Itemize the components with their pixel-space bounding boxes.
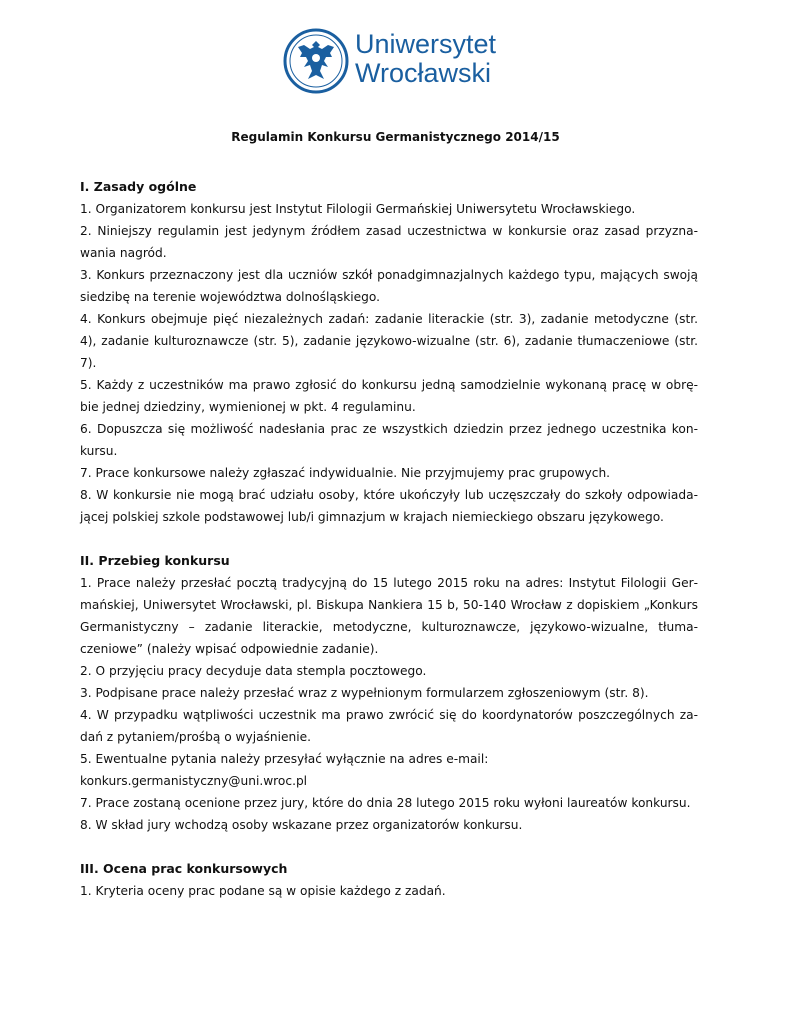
paragraph: 7. Prace konkursowe należy zgłaszać indywidualnie. Nie przyjmujemy prac grupowych. — [80, 466, 611, 480]
section-spacer — [80, 528, 698, 550]
section-heading: III. Ocena prac konkursowych — [80, 861, 288, 876]
email-address: konkurs.germanistyczny@uni.wroc.pl — [80, 774, 308, 788]
paragraph: 7. Prace zostaną ocenione przez jury, które do dnia 28 lutego 2015 roku wyłoni laureatów konkursu. — [80, 796, 691, 810]
university-logo — [282, 25, 502, 97]
section-evaluation — [80, 858, 698, 902]
paragraph: 4. Konkurs obejmuje pięć niezależnych zadań: zadanie literackie (str. 3), zadanie metodyczne (str. 4), zadanie kulturoznawcze (str. 5), zadanie językowo-wizualne (str. 6), zadanie tłumaczeniowe (str. 7). — [80, 312, 698, 370]
section-heading: I. Zasady ogólne — [80, 179, 197, 194]
logo-line-2: Wrocławski — [355, 58, 492, 88]
paragraph: 1. Organizatorem konkursu jest Instytut Filologii Germańskiej Uniwersytetu Wrocławskiego. — [80, 202, 636, 216]
paragraph: 5. Każdy z uczestników ma prawo zgłosić do konkursu jedną samodzielnie wykonaną pracę w obrębie jednej dziedziny, wymienionej w pkt. 4 regulaminu. — [80, 378, 698, 414]
logo-wordmark — [355, 30, 496, 88]
paragraph: 2. O przyjęciu pracy decyduje data stempla pocztowego. — [80, 664, 427, 678]
section-general — [80, 176, 698, 528]
paragraph: 8. W skład jury wchodzą osoby wskazane przez organizatorów konkursu. — [80, 818, 523, 832]
eagle-crest-icon — [282, 27, 350, 95]
paragraph: 4. W przypadku wątpliwości uczestnik ma prawo zwrócić się do koordynatorów poszczególnych zadań z pytaniem/prośbą o wyjaśnienie. — [80, 708, 698, 744]
paragraph: 8. W konkursie nie mogą brać udziału osoby, które ukończyły lub uczęszczały do szkoły odpowiadającej polskiej szkole podstawowej lub/i gimnazjum w krajach niemieckiego obszaru językowego. — [80, 488, 698, 524]
section-spacer — [80, 836, 698, 858]
paragraph: 1. Kryteria oceny prac podane są w opisie każdego z zadań. — [80, 884, 446, 898]
document-title: Regulamin Konkursu Germanistycznego 2014/15 — [231, 130, 560, 144]
document-body — [80, 176, 698, 902]
paragraph: 5. Ewentualne pytania należy przesyłać wyłącznie na adres e-mail: — [80, 752, 489, 766]
section-procedure — [80, 550, 698, 836]
paragraph: 1. Prace należy przesłać pocztą tradycyjną do 15 lutego 2015 roku na adres: Instytut Filologii Germańskiej, Uniwersytet Wrocławski, pl. Biskupa Nankiera 15 b, 50-140 Wrocław z dopiskiem „Konkurs Germanistyczny – zadanie literackie, metodyczne, kulturoznawcze, językowo-wizualne, tłumaczeniowe” (należy wpisać odpowiednie zadanie). — [80, 576, 698, 656]
paragraph: 2. Niniejszy regulamin jest jedynym źródłem zasad uczestnictwa w konkursie oraz zasad przyznawania nagród. — [80, 224, 698, 260]
paragraph: 6. Dopuszcza się możliwość nadesłania prac ze wszystkich dziedzin przez jednego uczestnika konkursu. — [80, 422, 698, 458]
paragraph: 3. Konkurs przeznaczony jest dla uczniów szkół ponadgimnazjalnych każdego typu, mających swoją siedzibę na terenie województwa dolnośląskiego. — [80, 268, 698, 304]
logo-line-1: Uniwersytet — [355, 29, 497, 59]
paragraph: 3. Podpisane prace należy przesłać wraz z wypełnionym formularzem zgłoszeniowym (str. 8). — [80, 686, 649, 700]
section-heading: II. Przebieg konkursu — [80, 553, 230, 568]
